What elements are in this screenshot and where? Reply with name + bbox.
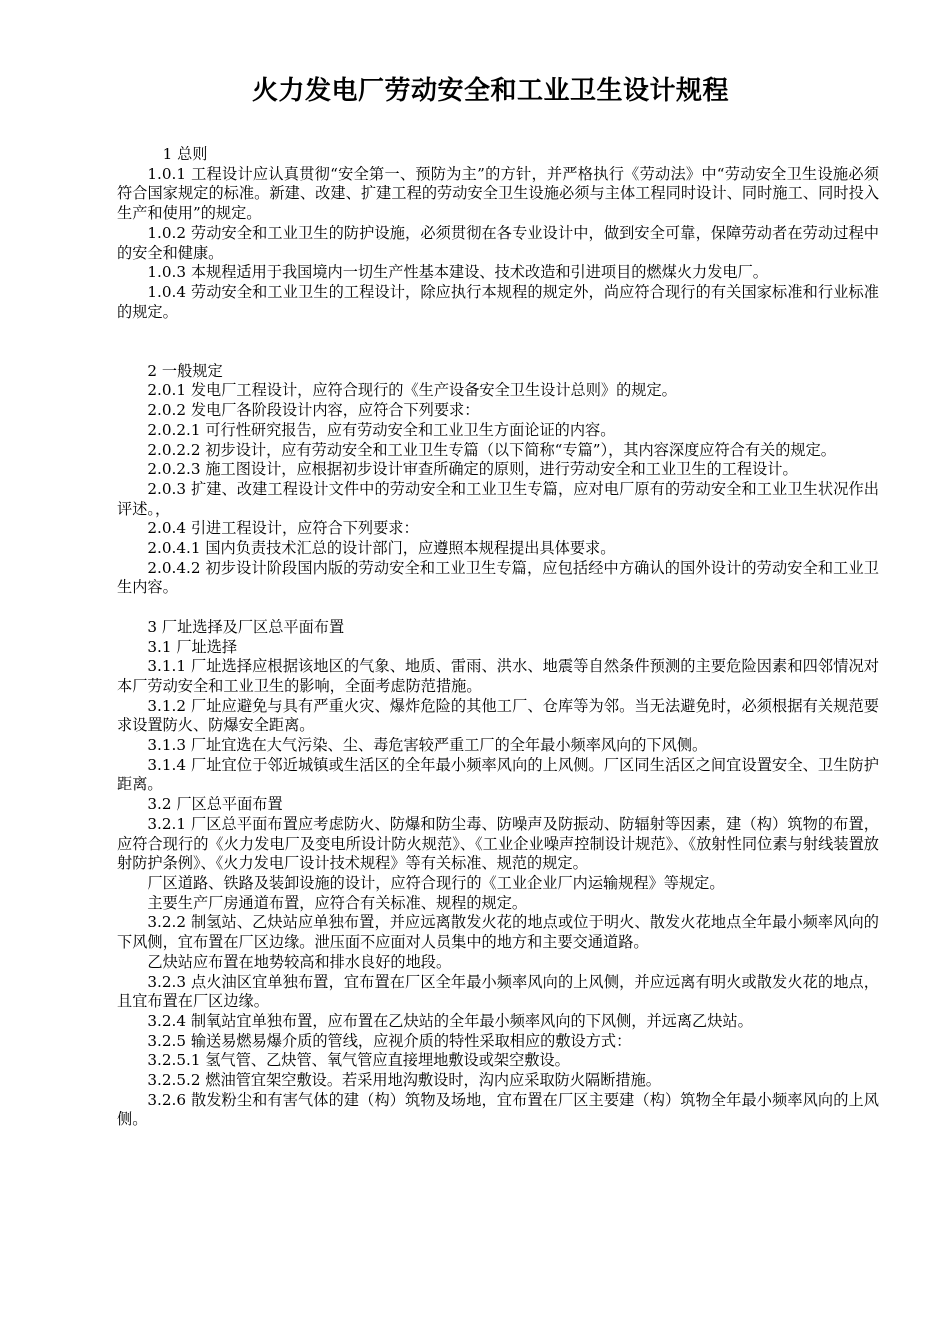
paragraph: 2.0.2 发电厂各阶段设计内容，应符合下列要求：: [147, 401, 480, 420]
paragraph: 2.0.4.2 初步设计阶段国内版的劳动安全和工业卫生专篇，应包括经中方确认的国外设计的劳动安全和工业卫生内容。: [117, 558, 879, 597]
section-heading: 3 厂址选择及厂区总平面布置: [147, 617, 345, 636]
section-heading: 2 一般规定: [147, 361, 223, 380]
document-title: 火力发电厂劳动安全和工业卫生设计规程: [252, 76, 730, 106]
subsection-heading: 3.1 厂址选择: [147, 637, 238, 656]
paragraph: 1.0.1 工程设计应认真贯彻“安全第一、预防为主”的方针，并严格执行《劳动法》中“劳动安全卫生设施必须符合国家规定的标准。新建、改建、扩建工程的劳动安全卫生设施必须与主体工程同时设计、同时施工、同时投入生产和使用”的规定。: [117, 164, 879, 223]
paragraph: 1.0.4 劳动安全和工业卫生的工程设计，除应执行本规程的规定外，尚应符合现行的有关国家标准和行业标准的规定。: [117, 282, 879, 321]
paragraph: 2.0.1 发电厂工程设计，应符合现行的《生产设备安全卫生设计总则》的规定。: [147, 381, 677, 400]
document-body: [117, 145, 879, 1130]
paragraph: 3.2.6 散发粉尘和有害气体的建（构）筑物及场地，宜布置在厂区主要建（构）筑物全年最小频率风向的上风侧。: [117, 1090, 879, 1129]
paragraph: 主要生产厂房通道布置，应符合有关标准、规程的规定。: [147, 893, 528, 912]
paragraph: 3.2.5.1 氢气管、乙炔管、氧气管应直接埋地敷设或架空敷设。: [147, 1051, 570, 1070]
paragraph: 2.0.2.3 施工图设计，应根据初步设计审查所确定的原则，进行劳动安全和工业卫生的工程设计。: [147, 460, 798, 479]
section-heading: 1 总则: [162, 145, 208, 163]
paragraph: 3.2.3 点火油区宜单独布置，宜布置在厂区全年最小频率风向的上风侧，并应远离有明火或散发火花的地点，且宜布置在厂区边缘。: [117, 972, 879, 1011]
subsection-heading: 3.2 厂区总平面布置: [147, 795, 283, 814]
paragraph: 3.1.2 厂址应避免与具有严重火灾、爆炸危险的其他工厂、仓库等为邻。当无法避免时，必须根据有关规范要求设置防火、防爆安全距离。: [117, 696, 879, 735]
paragraph: 1.0.3 本规程适用于我国境内一切生产性基本建设、技术改造和引进项目的燃煤火力发电厂。: [147, 263, 768, 282]
paragraph: 3.1.4 厂址宜位于邻近城镇或生活区的全年最小频率风向的上风侧。厂区同生活区之间宜设置安全、卫生防护距离。: [117, 755, 879, 794]
paragraph: 2.0.2.2 初步设计，应有劳动安全和工业卫生专篇（以下简称“专篇”），其内容深度应符合有关的规定。: [147, 440, 836, 459]
paragraph: 2.0.3 扩建、改建工程设计文件中的劳动安全和工业卫生专篇，应对电厂原有的劳动安全和工业卫生状况作出评述。，: [117, 479, 879, 518]
paragraph: 厂区道路、铁路及装卸设施的设计，应符合现行的《工业企业厂内运输规程》等规定。: [147, 873, 725, 892]
paragraph: 1.0.2 劳动安全和工业卫生的防护设施，必须贯彻在各专业设计中，做到安全可靠，保障劳动者在劳动过程中的安全和健康。: [117, 223, 879, 262]
paragraph: 乙炔站应布置在地势较高和排水良好的地段。: [147, 952, 452, 971]
paragraph: 2.0.2.1 可行性研究报告，应有劳动安全和工业卫生方面论证的内容。: [147, 420, 616, 439]
section-spacer: [117, 598, 879, 618]
paragraph: 3.2.5.2 燃油管宜架空敷设。若采用地沟敷设时，沟内应采取防火隔断措施。: [147, 1071, 661, 1090]
paragraph: 2.0.4.1 国内负责技术汇总的设计部门，应遵照本规程提出具体要求。: [147, 539, 616, 558]
paragraph: 3.1.1 厂址选择应根据该地区的气象、地质、雷雨、洪水、地震等自然条件预测的主要危险因素和四邻情况对本厂劳动安全和工业卫生的影响，全面考虑防范措施。: [117, 657, 879, 695]
section-spacer: [117, 322, 879, 361]
paragraph: 3.2.5 输送易燃易爆介质的管线，应视介质的特性采取相应的敷设方式：: [147, 1031, 632, 1050]
paragraph: 3.2.4 制氧站宜单独布置，应布置在乙炔站的全年最小频率风向的下风侧，并远离乙炔站。: [147, 1011, 753, 1030]
paragraph: 3.1.3 厂址宜选在大气污染、尘、毒危害较严重工厂的全年最小频率风向的下风侧。: [147, 736, 708, 755]
paragraph: 2.0.4 引进工程设计，应符合下列要求：: [147, 519, 419, 538]
paragraph: 3.2.1 厂区总平面布置应考虑防火、防爆和防尘毒、防噪声及防振动、防辐射等因素，建（构）筑物的布置，应符合现行的《火力发电厂及变电所设计防火规范》、《工业企业噪声控制设计规范》、《放射性同位素与射线装置放射防护条例》、《火力发电厂设计技术规程》等有关标准、规范的规定。: [117, 814, 879, 873]
paragraph: 3.2.2 制氢站、乙炔站应单独布置，并应远离散发火花的地点或位于明火、散发火花地点全年最小频率风向的下风侧，宜布置在厂区边缘。泄压面不应面对人员集中的地方和主要交通道路。: [117, 913, 879, 952]
